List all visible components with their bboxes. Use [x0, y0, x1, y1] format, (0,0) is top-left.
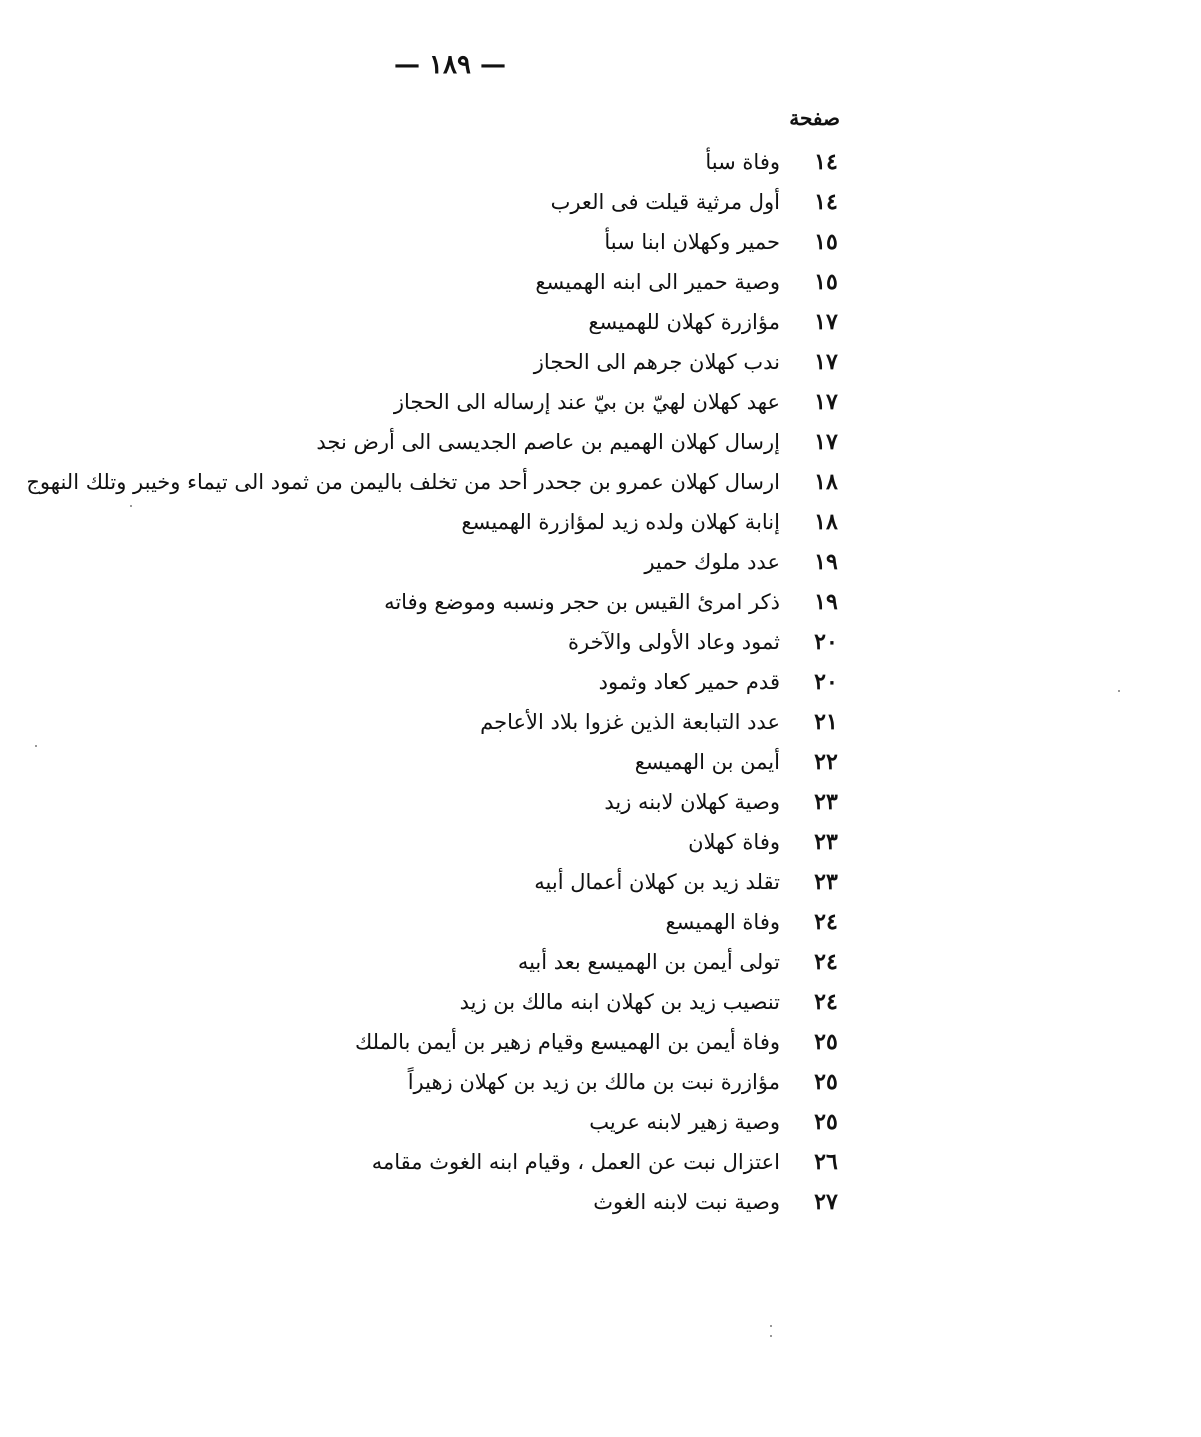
toc-entry-page: ٢٣	[814, 869, 838, 895]
toc-entry-page: ٢١	[814, 709, 838, 735]
toc-entry-title: وصية حمير الى ابنه الهميسع	[535, 270, 780, 294]
toc-entry	[60, 382, 850, 422]
toc-entry-page: ١٩	[814, 589, 838, 615]
toc-entry-title: وفاة سبأ	[705, 150, 780, 174]
toc-entry-page: ١٥	[814, 269, 838, 295]
toc-entry-page: ١٩	[814, 549, 838, 575]
toc-entry-page: ١٧	[814, 349, 838, 375]
toc-entry-title: تنصيب زيد بن كهلان ابنه مالك بن زيد	[459, 990, 780, 1014]
toc-entry-page: ٢٤	[814, 949, 838, 975]
toc-entry-title: تقلد زيد بن كهلان أعمال أبيه	[534, 870, 780, 894]
toc-entry-page: ٢٣	[814, 789, 838, 815]
toc-entry-page: ١٨	[814, 509, 838, 535]
toc-entry-title: اعتزال نبت عن العمل ، وقيام ابنه الغوث مقامه	[371, 1150, 780, 1174]
scan-speck	[770, 1325, 772, 1327]
toc-entry-page: ٢٣	[814, 829, 838, 855]
toc-entry-title: حمير وكهلان ابنا سبأ	[604, 230, 780, 254]
toc-entry	[60, 542, 850, 582]
toc-entry	[60, 142, 850, 182]
toc-entry-title: إرسال كهلان الهميم بن عاصم الجديسى الى أرض نجد	[316, 430, 780, 454]
toc-entry	[60, 1102, 850, 1142]
toc-entry-page: ١٤	[814, 189, 838, 215]
toc-entry-page: ٢٥	[814, 1029, 838, 1055]
toc-entry	[60, 982, 850, 1022]
toc-entry-title: وفاة الهميسع	[665, 910, 780, 934]
toc-entry	[60, 622, 850, 662]
scan-speck	[1118, 690, 1120, 692]
scan-speck	[770, 1335, 772, 1337]
toc-entry-title: وصية كهلان لابنه زيد	[604, 790, 780, 814]
toc-entry-page: ٢٥	[814, 1109, 838, 1135]
toc-entry-page: ٢٢	[814, 749, 838, 775]
toc-entry	[60, 942, 850, 982]
toc-entry	[60, 1022, 850, 1062]
toc-entry-title: وفاة كهلان	[688, 830, 780, 854]
toc-entry-title: عهد كهلان لهيّ بن بيّ عند إرساله الى الحجاز	[393, 390, 780, 414]
toc-entry-title: ذكر امرئ القيس بن حجر ونسبه وموضع وفاته	[384, 590, 780, 614]
toc-entry	[60, 502, 850, 542]
toc-entry-title: تولى أيمن بن الهميسع بعد أبيه	[517, 950, 780, 974]
toc-entry-page: ٢٠	[814, 669, 838, 695]
toc-entry-page: ٢٤	[814, 989, 838, 1015]
toc-entry-title: عدد التبابعة الذين غزوا بلاد الأعاجم	[480, 710, 780, 734]
toc-entry	[60, 742, 850, 782]
toc-entry-page: ١٤	[814, 149, 838, 175]
table-of-contents	[26, 142, 850, 1222]
page-number: — ١٨٩ —	[393, 50, 507, 80]
toc-entry-page: ٢٠	[814, 629, 838, 655]
toc-entry	[60, 222, 850, 262]
toc-entry-title: وصية نبت لابنه الغوث	[593, 1190, 780, 1214]
toc-entry-title: مؤازرة كهلان للهميسع	[588, 310, 780, 334]
toc-entry	[60, 1062, 850, 1102]
toc-entry	[60, 1182, 850, 1222]
toc-entry-title: أول مرثية قيلت فى العرب	[550, 190, 780, 214]
scan-speck	[130, 505, 132, 507]
toc-entry-title: وفاة أيمن بن الهميسع وقيام زهير بن أيمن بالملك	[354, 1030, 780, 1054]
toc-entry	[60, 1142, 850, 1182]
toc-entry-page: ٢٧	[814, 1189, 838, 1215]
toc-entry	[60, 902, 850, 942]
toc-entry-page: ١٨	[814, 469, 838, 495]
toc-entry-title: ثمود وعاد الأولى والآخرة	[567, 630, 780, 654]
toc-entry	[60, 422, 850, 462]
toc-entry	[60, 782, 850, 822]
toc-entry-title: مؤازرة نبت بن مالك بن زيد بن كهلان زهيراً	[407, 1070, 780, 1094]
toc-entry-page: ١٧	[814, 309, 838, 335]
scan-speck	[35, 745, 37, 747]
column-header: صفحة	[789, 106, 840, 130]
toc-entry	[60, 302, 850, 342]
toc-entry-page: ٢٦	[814, 1149, 838, 1175]
toc-entry	[60, 662, 850, 702]
toc-entry-page: ٢٤	[814, 909, 838, 935]
toc-entry	[60, 262, 850, 302]
toc-entry	[60, 702, 850, 742]
toc-entry-title: قدم حمير كعاد وثمود	[598, 670, 780, 694]
toc-entry	[60, 862, 850, 902]
toc-entry-page: ١٧	[814, 429, 838, 455]
toc-entry-page: ٢٥	[814, 1069, 838, 1095]
toc-entry-page: ١٥	[814, 229, 838, 255]
toc-entry	[60, 342, 850, 382]
toc-entry-title: عدد ملوك حمير	[644, 550, 780, 574]
toc-entry	[60, 582, 850, 622]
toc-entry-title: إنابة كهلان ولده زيد لمؤازرة الهميسع	[461, 510, 780, 534]
toc-entry-title: ارسال كهلان عمرو بن جحدر أحد من تخلف باليمن من ثمود الى تيماء وخيبر وتلك النهوج	[26, 470, 780, 494]
toc-entry-page: ١٧	[814, 389, 838, 415]
toc-entry-title: ندب كهلان جرهم الى الحجاز	[533, 350, 780, 374]
toc-entry	[60, 182, 850, 222]
toc-entry-title: أيمن بن الهميسع	[634, 750, 780, 774]
toc-entry-title: وصية زهير لابنه عريب	[589, 1110, 780, 1134]
toc-entry	[26, 462, 850, 502]
toc-entry	[60, 822, 850, 862]
